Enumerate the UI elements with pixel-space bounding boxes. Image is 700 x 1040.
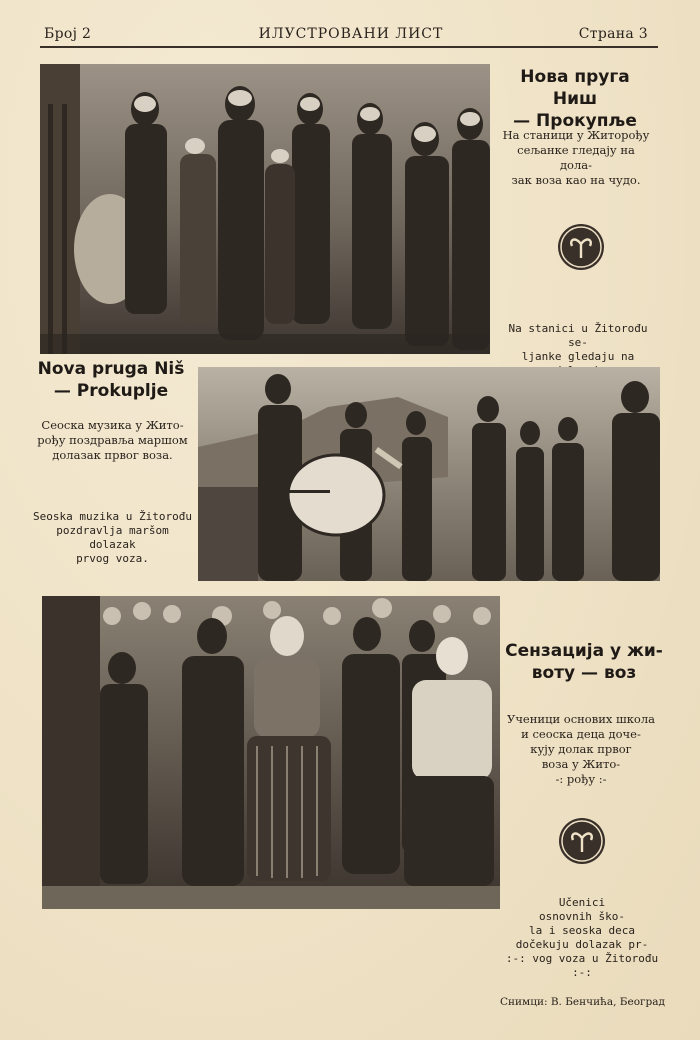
section2-title-line1: Nova pruga Niš: [37, 359, 185, 379]
caption-line: -: рођу :-: [555, 772, 607, 786]
caption-line: Сеоска музика у Жито-: [41, 418, 184, 432]
emblem-icon: [558, 224, 604, 270]
publication-title: ИЛУСТРОВАНИ ЛИСТ: [258, 26, 444, 42]
caption-line: osnovnih ško-: [538, 910, 626, 923]
caption-line: долазак првог воза.: [52, 448, 173, 462]
section1-title-line2: — Прокупље: [513, 111, 637, 131]
caption-line: Seoska muzika u Žitorođu: [33, 510, 192, 523]
issue-number: Број 2: [44, 26, 92, 42]
photo-women-at-station: [40, 64, 490, 354]
section3-caption-latin: [500, 896, 664, 980]
caption-line: dočekuju dolazak pr-: [515, 938, 649, 951]
page-number: Страна 3: [578, 26, 648, 42]
photo-village-band: [198, 367, 660, 581]
caption-line: сељанке гледају на дола-: [517, 143, 635, 172]
caption-line: и сеоска деца доче-: [521, 727, 641, 741]
section2-caption-latin: [30, 510, 195, 566]
caption-line: prvog voza.: [76, 552, 149, 565]
section2-title-line2: — Prokuplje: [53, 381, 169, 401]
section3-caption-cyrillic: [500, 712, 662, 787]
section2-caption-cyrillic: [30, 418, 195, 463]
section1-title-line1: Нова пруга Ниш: [520, 67, 630, 109]
header-rule: [40, 46, 658, 48]
caption-line: Učenici: [558, 896, 606, 909]
page-header: [44, 26, 658, 46]
section2-title: [36, 358, 186, 402]
caption-line: :-: vog voza u Žitorođu :-:: [505, 952, 659, 979]
caption-line: кују долак првог: [530, 742, 632, 756]
section1-title: [500, 66, 650, 132]
caption-line: pozdravlja maršom dolazak: [56, 524, 169, 551]
section3-title-line1: Сензација у жи-: [505, 641, 663, 661]
caption-line: воза у Жито-: [541, 757, 621, 771]
caption-line: Ученици основих школа: [507, 712, 655, 726]
caption-line: рођу поздравља маршом: [37, 433, 188, 447]
caption-line: ljanke gledaju na: [521, 350, 635, 363]
section3-title: [504, 640, 664, 684]
caption-line: la i seoska deca: [529, 924, 635, 937]
caption-line: зак воза као на чудо.: [511, 173, 641, 187]
emblem-icon: [559, 818, 605, 864]
photo-schoolchildren: [42, 596, 500, 909]
caption-line: На станици у Житорођу: [502, 128, 650, 142]
section3-title-line2: воту — воз: [531, 663, 637, 683]
photo-credit: Снимци: В. Бенчића, Београд: [500, 996, 665, 1008]
section1-caption-cyrillic: [500, 128, 652, 188]
caption-line: Na stanici u Žitorođu se-: [508, 322, 648, 349]
